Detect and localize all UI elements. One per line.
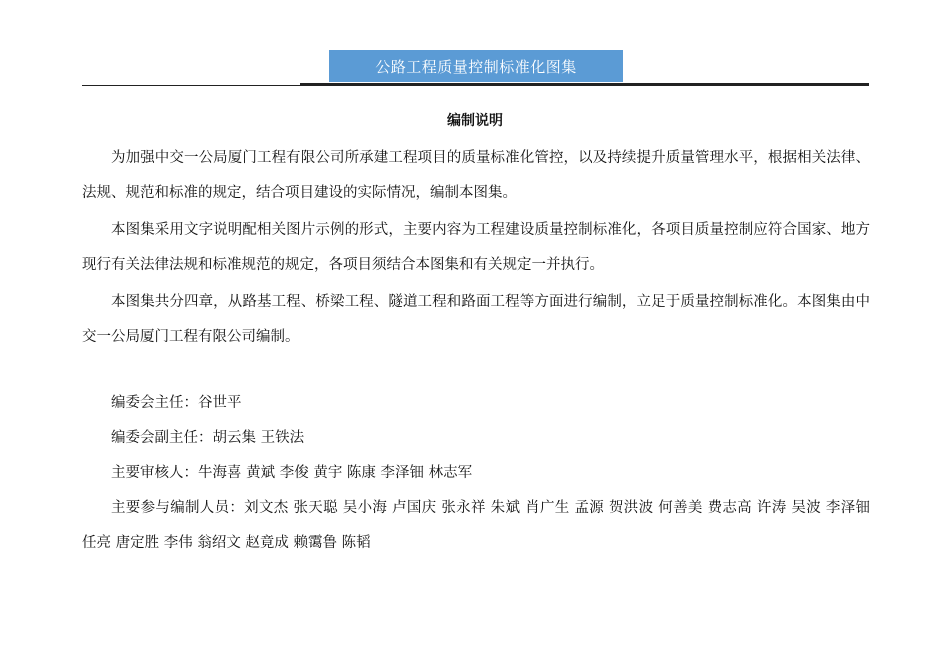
credits-list [82,386,870,561]
credit-reviewers: 主要审核人：牛海喜 黄斌 李俊 黄宇 陈康 李泽钿 林志军 [111,465,473,481]
paragraph-3: 本图集共分四章，从路基工程、桥梁工程、隧道工程和路面工程等方面进行编制，立足于质量控制标准化。本图集由中交一公局厦门工程有限公司编制。 [82,294,870,345]
paragraph-1: 为加强中交一公局厦门工程有限公司所承建工程项目的质量标准化管控，以及持续提升质量管理水平，根据相关法律、法规、规范和标准的规定，结合项目建设的实际情况，编制本图集。 [82,150,870,201]
intro-body [82,141,870,357]
credit-chief-editor: 编委会主任：谷世平 [111,395,242,411]
document-header-title: 公路工程质量控制标准化图集 [375,57,577,76]
section-title: 编制说明 [447,113,503,129]
header-rule-thin [82,85,869,86]
paragraph-2: 本图集采用文字说明配相关图片示例的形式，主要内容为工程建设质量控制标准化，各项目质量控制应符合国家、地方现行有关法律法规和标准规范的规定，各项目须结合本图集和有关规定一并执行。 [82,222,870,273]
document-header-banner [329,50,623,82]
credit-contributors: 主要参与编制人员：刘文杰 张天聪 吴小海 卢国庆 张永祥 朱斌 肖广生 孟源 贺洪波 何善美 费志高 许涛 吴波 李泽钿 任亮 唐定胜 李伟 翁绍文 赵竟成 赖霭鲁 陈韬 [82,500,870,551]
credit-deputy-editors: 编委会副主任：胡云集 王铁法 [111,430,305,446]
